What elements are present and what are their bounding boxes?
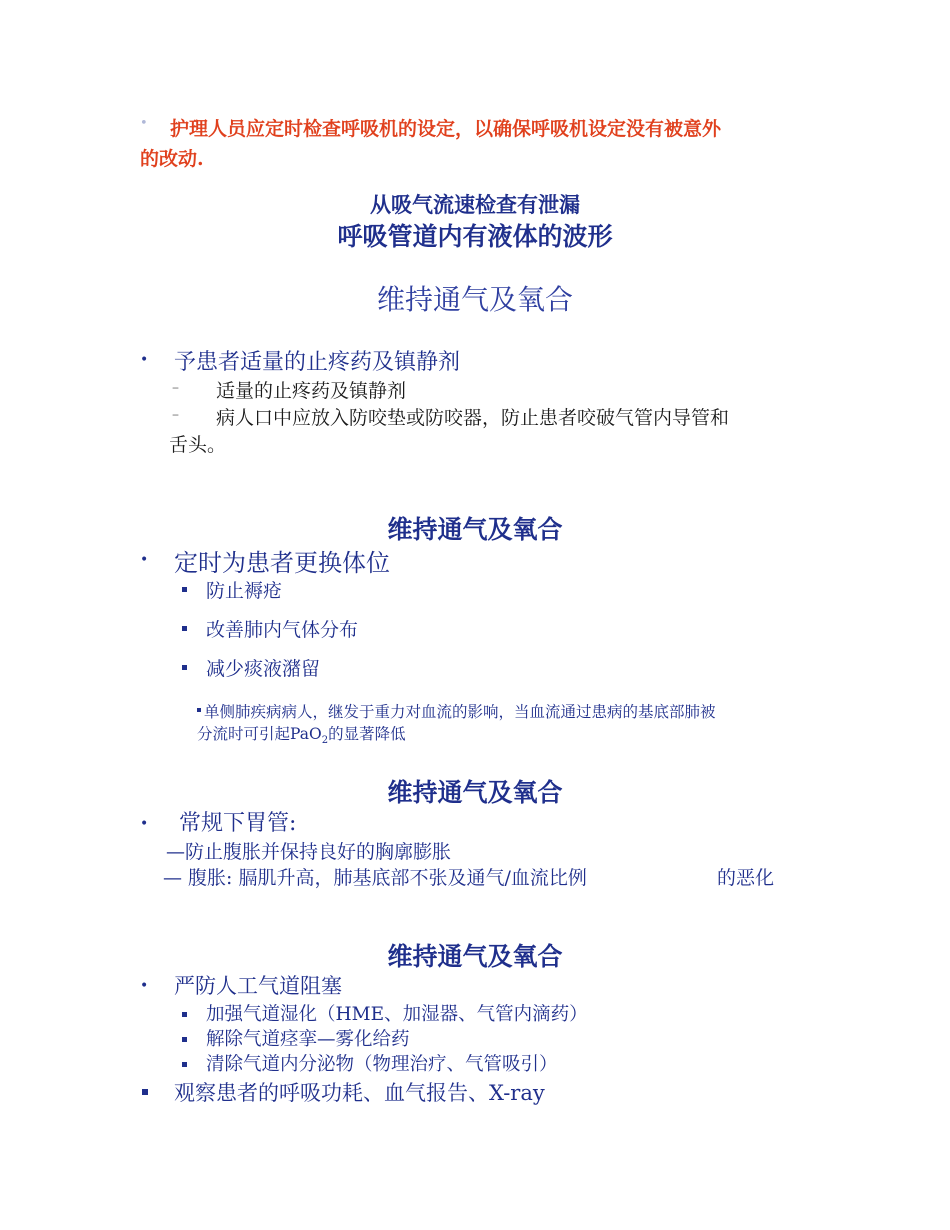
section2-item-3-marker <box>182 665 187 670</box>
section4-item-1: 加强气道湿化（HME、加湿器、气管内滴药） <box>206 1004 588 1025</box>
section2-note-subscript: 2 <box>321 735 329 747</box>
caption-liquid-wave: 呼吸管道内有液体的波形 <box>337 222 613 251</box>
section3-bullet: 常规下胃管: <box>179 811 297 836</box>
section4-item-2-marker <box>182 1037 187 1042</box>
section4-bullet: 严防人工气道阻塞 <box>174 974 342 998</box>
section1-bullet-dot: • <box>140 352 149 368</box>
section2-item-2-marker <box>182 626 187 631</box>
section1-dash-1: – <box>172 380 179 396</box>
section1-sub-1: 适量的止疼药及镇静剂 <box>216 380 407 402</box>
section3-line-2-b: 的恶化 <box>717 867 775 889</box>
section3-line-2-a: — 腹胀: 膈肌升高，肺基底部不张及通气/血流比例 <box>163 867 587 889</box>
section2-item-1: 防止褥疮 <box>206 580 283 602</box>
section3-line-1: —防止腹胀并保持良好的胸廓膨胀 <box>166 841 452 863</box>
section4-item-2: 解除气道痉挛—雾化给药 <box>206 1029 410 1050</box>
section4-item-3: 清除气道内分泌物（物理治疗、气管吸引） <box>206 1054 558 1075</box>
section3-title: 维持通气及氧合 <box>387 778 563 807</box>
section4-bullet-dot: • <box>140 978 149 994</box>
section1-dash-2: – <box>172 407 179 423</box>
section2-note-marker <box>197 708 201 712</box>
section1-bullet: 予患者适量的止疼药及镇静剂 <box>174 350 461 375</box>
section1-sub-2-line-2: 舌头。 <box>169 434 227 456</box>
section2-bullet-dot: • <box>140 552 149 568</box>
section2-title: 维持通气及氧合 <box>387 515 563 544</box>
section4-last: 观察患者的呼吸功耗、血气报告、X-ray <box>174 1081 545 1105</box>
section1-sub-2-line-1: 病人口中应放入防咬垫或防咬器，防止患者咬破气管内导管和 <box>216 407 730 429</box>
section4-title: 维持通气及氧合 <box>387 942 563 971</box>
section4-item-3-marker <box>182 1062 187 1067</box>
note-line-2: 的改动. <box>140 148 204 170</box>
section3-bullet-dot: • <box>140 816 149 832</box>
section2-note-line-2-a: 分流时可引起PaO <box>197 725 322 743</box>
section2-note-line-1: 单侧肺疾病病人，继发于重力对血流的影响，当血流通过患病的基底部肺被 <box>204 703 716 721</box>
section2-note-line-2-b: 的显著降低 <box>328 725 406 743</box>
section2-item-1-marker <box>182 587 187 592</box>
section4-item-1-marker <box>182 1012 187 1017</box>
section4-last-marker <box>142 1089 148 1095</box>
section2-item-2: 改善肺内气体分布 <box>206 619 359 641</box>
section2-note-line-2 <box>197 722 406 746</box>
section1-title: 维持通气及氧合 <box>376 283 573 316</box>
caption-flow-leak: 从吸气流速检查有泄漏 <box>370 192 580 217</box>
section2-bullet: 定时为患者更换体位 <box>174 549 390 577</box>
section2-item-3: 减少痰液潴留 <box>206 658 321 680</box>
note-line-1: 护理人员应定时检查呼吸机的设定，以确保呼吸机设定没有被意外 <box>170 118 722 140</box>
note-bullet: • <box>140 116 148 131</box>
